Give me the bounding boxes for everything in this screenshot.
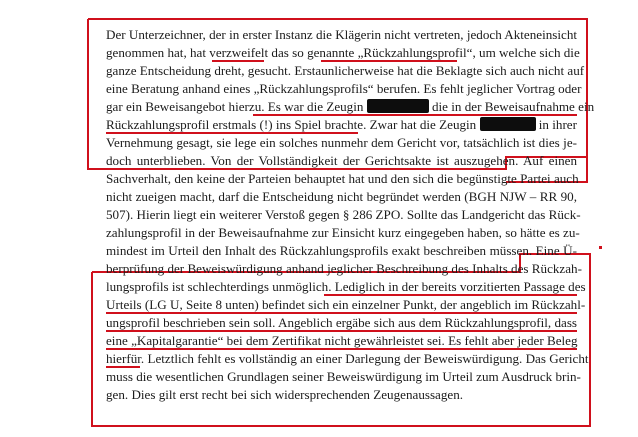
underline-mark [106, 330, 577, 332]
underline-mark [253, 114, 577, 116]
underline-mark [106, 366, 140, 368]
text-line: Urteils (LG U, Seite 8 unten) befindet sich ein einzelner Punkt, der angeblich im Rückzahl- [106, 297, 586, 312]
redaction-bar [480, 117, 536, 131]
text-line: Vernehmung gesagt, sie lege ein solches nunmehr dem Gericht vor, tatsächlich ist dies je- [106, 135, 577, 150]
text-line-part: in ihrer [538, 117, 577, 132]
text-line: berprüfung der Beweiswürdigung anhand jeglicher Beschreibung des Inhalts des Rückzah- [106, 261, 582, 276]
underline-mark [106, 312, 577, 314]
text-line: Der Unterzeichner, der in erster Instanz die Klägerin nicht vertreten, jedoch Akteneinsicht [106, 27, 578, 42]
text-line: Sachverhalt, den keine der Parteien behauptet hat und den sich die begünstigte Partei auch [106, 171, 579, 186]
text-line-part: genommen hat, hat verzweifelt das so genannte „Rückzahlungsprofil“, um welche sich die [106, 45, 580, 60]
text-line: mindest im Urteil den Inhalt des Rückzahlungsprofils exakt beschreiben müssen. Eine Ü- [106, 243, 577, 258]
text-line: nicht zueigen macht, darf die Entscheidung nicht begründet werden (BGH NJW – RR 90, [106, 189, 577, 204]
text-line-part: die in der Beweisaufnahme ein [431, 99, 595, 114]
text-line: ganze Entscheidung dreht, gesucht. Erstaunlicherweise hat die Beklagte sich auch nicht auf [106, 63, 585, 78]
text-line: gen. Dies gilt erst recht bei sich widersprechenden Zeugenaussagen. [106, 387, 464, 402]
redaction-bar [367, 99, 429, 113]
underline-mark [212, 60, 264, 62]
text-line: lungsprofils ist schlechterdings unmöglich. Lediglich in der bereits vorzitierten Passage des [106, 279, 586, 294]
text-line-part: Rückzahlungsprofil erstmals (!) ins Spiel brachte. Zwar hat die Zeugin [106, 117, 477, 132]
text-line: zahlungsprofil in der Beweisaufnahme zur Einsicht kurz eingegeben haben, so hätte es zu- [106, 225, 580, 240]
text-line: ungsprofil beschrieben sein soll. Angeblich ergäbe sich aus dem Rückzahlungsprofil, dass [106, 315, 578, 330]
margin-tick [599, 246, 602, 249]
underline-mark [106, 348, 577, 350]
text-line: eine „Kapitalgarantie“ bei dem Zertifikat nicht gewährleistet sei. Es fehlt aber jeder Beleg [106, 333, 578, 348]
underline-mark [324, 294, 577, 296]
underline-mark [321, 60, 457, 62]
text-line: 507). Hierin liegt ein weiterer Verstoß gegen § 286 ZPO. Sollte das Landgericht das Rück- [106, 207, 581, 222]
underline-mark [106, 132, 358, 134]
text-line: muss die wesentlichen Grundlagen seiner Beweiswürdigung im Urteil zum Ausdruck brin- [106, 369, 581, 384]
text-line: doch unterblieben. Von der Vollständigkeit der Gerichtsakte ist auszugehen. Auf einen [106, 153, 577, 168]
text-line: hierfür. Letztlich fehlt es vollständig an einer Darlegung der Beweiswürdigung. Das Gericht [106, 351, 589, 366]
text-line-part: gar ein Beweisangebot hierzu. Es war die Zeugin [106, 99, 364, 114]
text-line: eine Beratung anhand eines „Rückzahlungsprofils“ berufen. Es fehlt jeglicher Vortrag oder [106, 81, 582, 96]
